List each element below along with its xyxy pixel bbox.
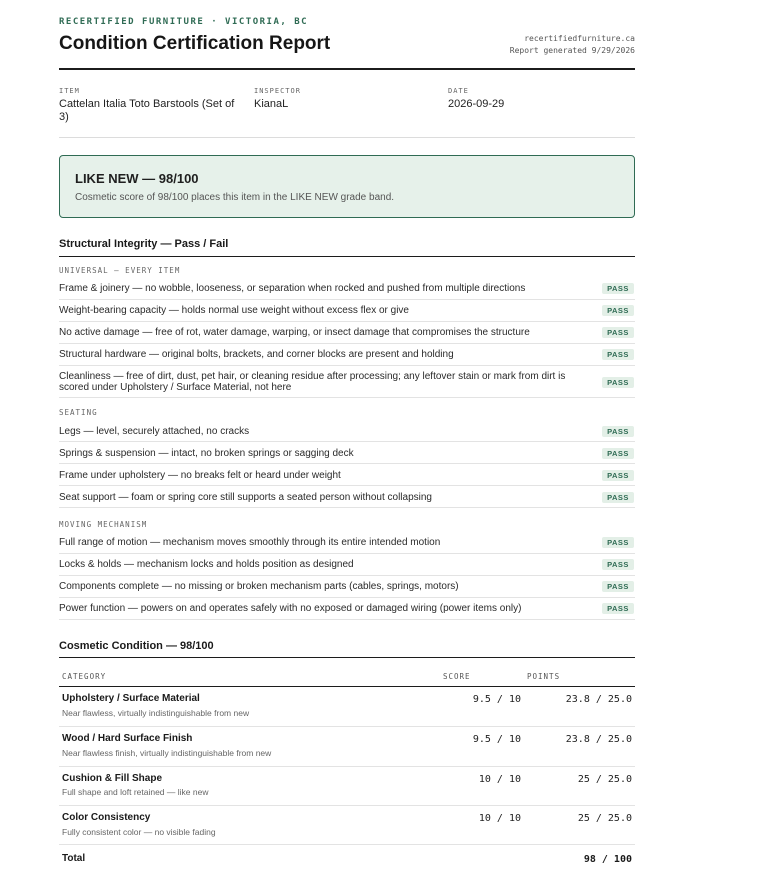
category-score: 9.5 / 10	[472, 734, 521, 745]
pass-badge: PASS	[602, 603, 634, 614]
pass-badge: PASS	[602, 581, 634, 592]
item-value: Cattelan Italia Toto Barstools (Set of 3)	[59, 98, 235, 123]
column-header-points: POINTS	[527, 672, 561, 681]
column-header-score: SCORE	[443, 672, 471, 681]
check-text: Cleanliness — free of dirt, dust, pet hair, or cleaning residue after processing; any leftover stain or mark from dirt is scored under Upholstery / Surface Material, not here	[59, 371, 566, 393]
check-row	[59, 532, 635, 554]
category-name: Color Consistency	[62, 812, 151, 823]
check-row	[59, 598, 635, 620]
check-text: Seat support — foam or spring core still supports a seated person without collapsing	[59, 492, 432, 503]
category-description: Near flawless, virtually indistinguishable from new	[62, 708, 250, 718]
pass-badge: PASS	[602, 327, 634, 338]
pass-badge: PASS	[602, 448, 634, 459]
check-row	[59, 344, 635, 366]
category-points: 23.8 / 25.0	[565, 694, 632, 705]
check-text: Structural hardware — original bolts, brackets, and corner blocks are present and holding	[59, 349, 454, 360]
check-text: Springs & suspension — intact, no broken springs or sagging deck	[59, 448, 354, 459]
pass-badge: PASS	[602, 559, 634, 570]
pass-badge: PASS	[602, 283, 634, 294]
category-points: 25 / 25.0	[577, 774, 632, 785]
cosmetic-divider	[59, 657, 635, 658]
site-url[interactable]: recertifiedfurniture.ca	[524, 34, 635, 43]
pass-badge: PASS	[602, 426, 634, 437]
brand-line: RECERTIFIED FURNITURE · VICTORIA, BC	[59, 17, 309, 27]
category-name: Upholstery / Surface Material	[62, 693, 200, 704]
check-text: Frame & joinery — no wobble, looseness, or separation when rocked and pushed from multiple directions	[59, 283, 526, 294]
group-label-universal: UNIVERSAL — EVERY ITEM	[59, 266, 181, 275]
item-label: ITEM	[59, 87, 80, 95]
group-label-moving-mechanism: MOVING MECHANISM	[59, 520, 148, 529]
inspector-value: KianaL	[254, 98, 289, 110]
check-row	[59, 442, 635, 464]
header-divider	[59, 68, 635, 70]
pass-badge: PASS	[602, 349, 634, 360]
category-description: Near flawless finish, virtually indistinguishable from new	[62, 748, 272, 758]
grade-title: LIKE NEW — 98/100	[75, 171, 199, 186]
generated-date: Report generated 9/29/2026	[509, 46, 635, 55]
structural-section-title: Structural Integrity — Pass / Fail	[59, 238, 229, 250]
category-description: Full shape and loft retained — like new	[62, 787, 209, 797]
table-row	[59, 727, 635, 767]
check-text: No active damage — free of rot, water damage, warping, or insect damage that compromises the structure	[59, 327, 530, 338]
pass-badge: PASS	[602, 492, 634, 503]
cosmetic-section-title: Cosmetic Condition — 98/100	[59, 640, 214, 652]
check-row	[59, 366, 635, 398]
check-text: Legs — level, securely attached, no cracks	[59, 426, 250, 437]
group-label-seating: SEATING	[59, 408, 98, 417]
meta-divider	[59, 137, 635, 138]
pass-badge: PASS	[602, 537, 634, 548]
pass-badge: PASS	[602, 305, 634, 316]
grade-description: Cosmetic score of 98/100 places this item in the LIKE NEW grade band.	[75, 192, 395, 203]
report-info	[510, 33, 635, 57]
check-text: Full range of motion — mechanism moves smoothly through its entire intended motion	[59, 537, 441, 548]
total-label: Total	[62, 853, 86, 864]
pass-badge: PASS	[602, 470, 634, 481]
check-row	[59, 300, 635, 322]
date-value: 2026-09-29	[448, 98, 505, 110]
check-row	[59, 486, 635, 508]
check-row	[59, 322, 635, 344]
category-name: Wood / Hard Surface Finish	[62, 733, 193, 744]
inspector-label: INSPECTOR	[254, 87, 301, 95]
check-text: Power function — powers on and operates safely with no exposed or damaged wiring (power items only)	[59, 603, 522, 614]
pass-badge: PASS	[602, 377, 634, 388]
column-header-category: CATEGORY	[62, 672, 107, 681]
category-score: 10 / 10	[478, 774, 521, 785]
table-row	[59, 687, 635, 727]
check-row	[59, 278, 635, 300]
check-text: Locks & holds — mechanism locks and holds position as designed	[59, 559, 354, 570]
check-row	[59, 464, 635, 486]
check-text: Frame under upholstery — no breaks felt or heard under weight	[59, 470, 341, 481]
category-points: 23.8 / 25.0	[565, 734, 632, 745]
page-title: Condition Certification Report	[59, 33, 331, 54]
category-points: 25 / 25.0	[577, 813, 632, 824]
check-row	[59, 420, 635, 442]
category-score: 9.5 / 10	[472, 694, 521, 705]
structural-divider	[59, 256, 635, 257]
category-score: 10 / 10	[478, 813, 521, 824]
check-text: Weight-bearing capacity — holds normal use weight without excess flex or give	[59, 305, 409, 316]
grade-banner	[59, 155, 635, 218]
table-row	[59, 767, 635, 806]
date-label: DATE	[448, 87, 469, 95]
check-row	[59, 576, 635, 598]
total-value: 98 / 100	[583, 854, 632, 865]
category-description: Fully consistent color — no visible fading	[62, 827, 216, 837]
check-row	[59, 554, 635, 576]
check-text: Components complete — no missing or broken mechanism parts (cables, springs, motors)	[59, 581, 459, 592]
category-name: Cushion & Fill Shape	[62, 773, 163, 784]
table-row	[59, 806, 635, 845]
